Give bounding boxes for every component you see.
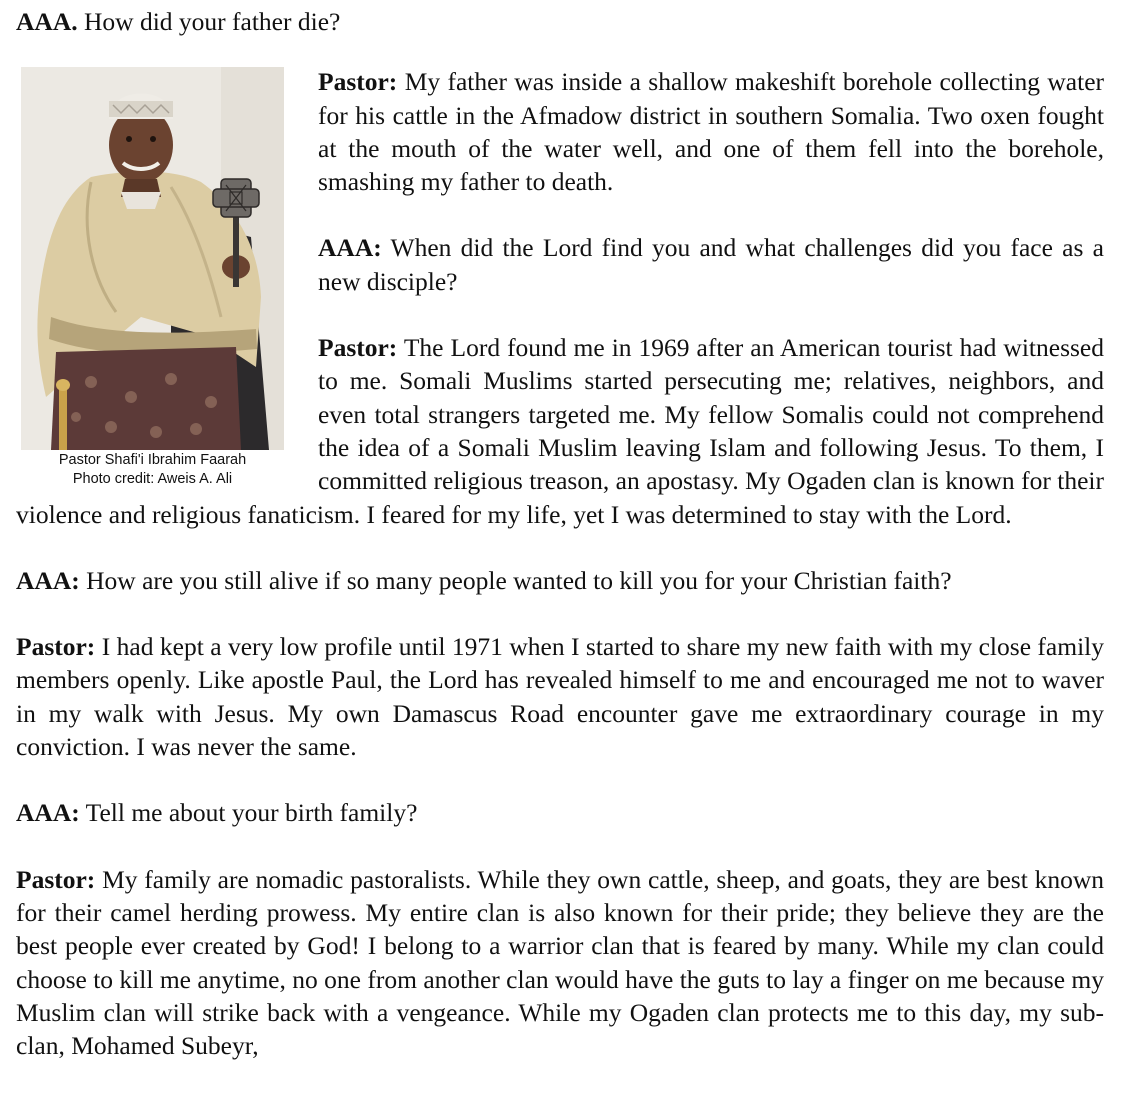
answer-text: My family are nomadic pastoralists. While they own cattle, sheep, and goats, they are best known for their camel herding prowess. My entire clan is also known for their pride; they believe they are the best people ever created by God! I belong to a warrior clan that is feared by many. While my clan could choose to kill me anytime, no one from another clan would have the guts to lay a finger on me because my Muslim clan will strike back with a vengeance. While my Ogaden clan protects me to this day, my sub-clan, Mohamed Subeyr, xyxy=(16,864,1104,1061)
speaker-label: Pastor: xyxy=(318,333,398,363)
answer-paragraph xyxy=(16,863,1104,1063)
question-paragraph xyxy=(16,796,1104,829)
question-text: When did the Lord find you and what challenges did you face as a new disciple? xyxy=(318,233,1104,296)
caption-credit: Photo credit: Aweis A. Ali xyxy=(72,471,233,488)
speaker-label: AAA: xyxy=(318,233,382,263)
interview-document xyxy=(16,0,1104,1062)
answer-text: I had kept a very low profile until 1971 when I started to share my new faith with my close family members openly. Like apostle Paul, the Lord has revealed himself to me and encouraged me not to waver in my walk with Jesus. My own Damascus Road encounter gave me extraordinary courage in my conviction. I was never the same. xyxy=(16,632,1104,762)
opening-question xyxy=(16,5,1104,38)
pastor-photo-figure xyxy=(21,67,289,489)
photo-caption xyxy=(21,451,284,489)
speaker-label: AAA. xyxy=(16,7,78,36)
question-paragraph xyxy=(16,564,1104,597)
answer-text: The Lord found me in 1969 after an American tourist had witnessed to me. Somali Muslims started persecuting me; relatives, neighbors, and even total strangers targeted me. My fellow Somalis could not comprehend the idea of a Somali Muslim leaving Islam and following Jesus. To them, I committed religious treason, an apostasy. My Ogaden clan is known for their violence and religious fanaticism. I feared for my life, yet I was determined to stay with the Lord. xyxy=(16,333,1104,529)
pastor-photo xyxy=(21,67,284,450)
answer-paragraph xyxy=(16,630,1104,763)
pastor-portrait-illustration xyxy=(21,67,284,450)
speaker-label: Pastor: xyxy=(318,67,398,97)
speaker-label: AAA: xyxy=(16,798,80,828)
speaker-label: Pastor: xyxy=(16,632,96,662)
speaker-label: Pastor: xyxy=(16,864,96,894)
caption-name: Pastor Shafi'i Ibrahim Faarah xyxy=(58,452,247,469)
question-text: How did your father die? xyxy=(84,7,341,36)
question-text: How are you still alive if so many people wanted to kill you for your Christian faith? xyxy=(86,565,952,595)
question-text: Tell me about your birth family? xyxy=(85,798,418,828)
answer-text: My father was inside a shallow makeshift borehole collecting water for his cattle in the Afmadow district in southern Somalia. Two oxen fought at the mouth of the water well, and one of them fell into the borehole, smashing my father to death. xyxy=(318,67,1105,197)
speaker-label: AAA: xyxy=(16,565,80,595)
